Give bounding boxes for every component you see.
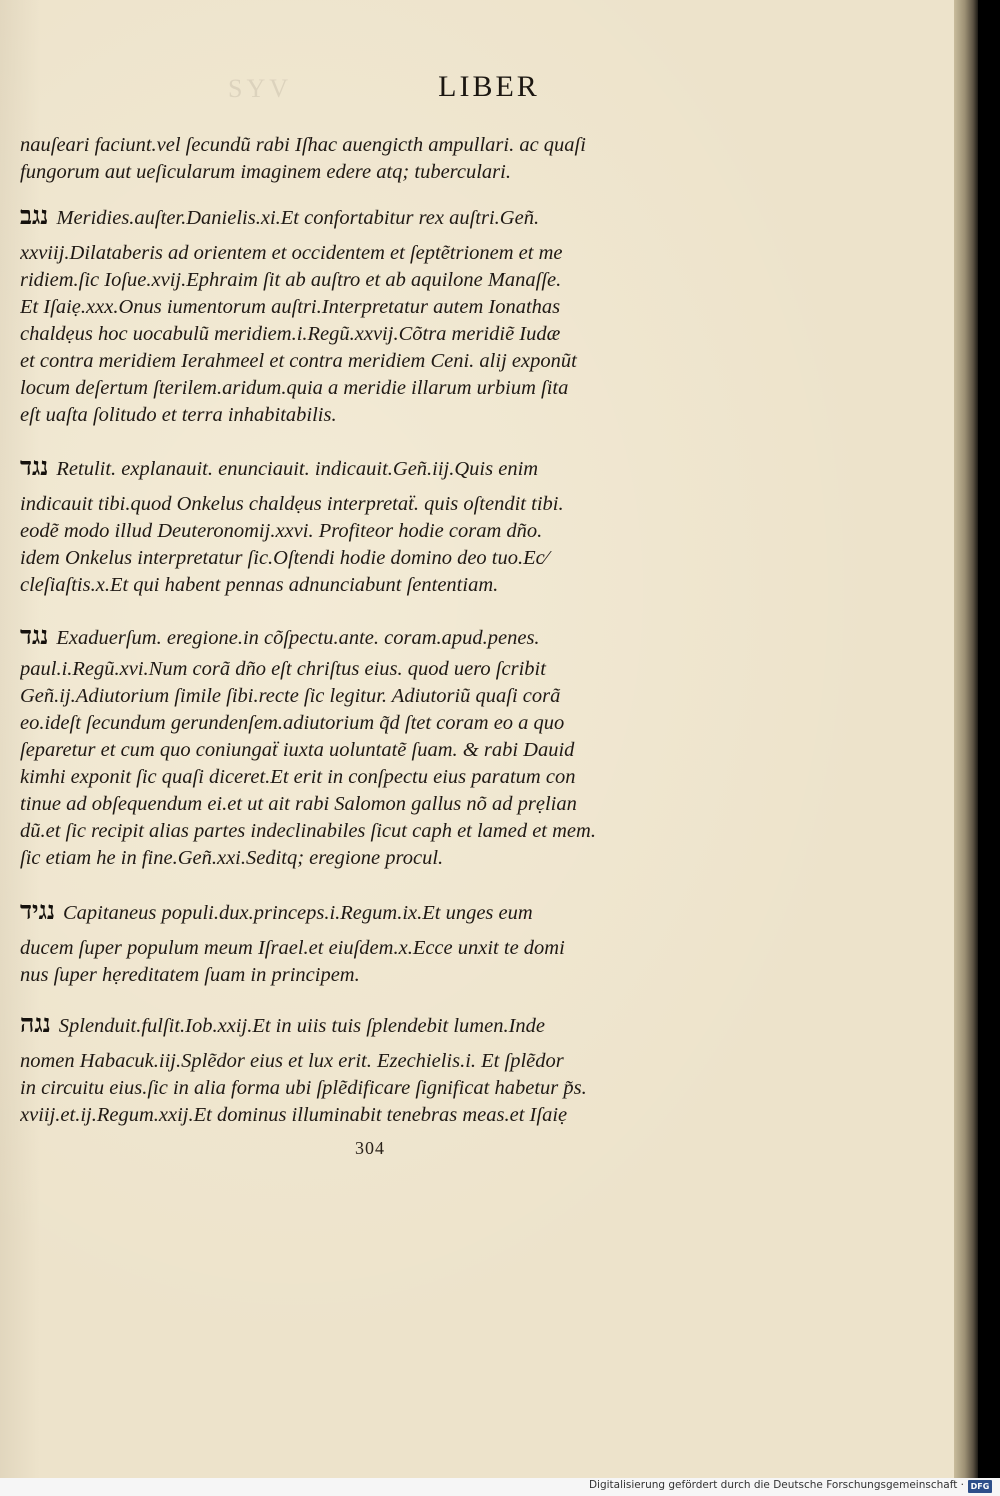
entry-headline: [20, 622, 680, 652]
entry-headline: [20, 202, 680, 232]
hebrew-headword: נגיד: [20, 897, 55, 925]
text-line: locum deſertum ſterilem.aridum.quia a meridie illarum urbium ſita: [20, 377, 569, 399]
text-line: nus ſuper hẹreditatem ſuam in principem.: [20, 964, 360, 986]
text-line: et contra meridiem Ierahmeel et contra meridiem Ceni. alij exponũt: [20, 350, 577, 372]
text-line: ſic etiam he in fine.Geñ.xxi.Seditq; eregione procul.: [20, 847, 444, 869]
text-line: dũ.et ſic recipit alias partes indeclinabiles ſicut caph et lamed et mem.: [20, 820, 596, 842]
paragraph-continuation: [20, 132, 680, 186]
entry-headline: [20, 1010, 680, 1040]
text-line: Meridies.auſter.Danielis.xi.Et confortabitur rex auſtri.Geñ.: [56, 207, 540, 229]
text-line: ducem ſuper populum meum Iſrael.et eiuſdem.x.Ecce unxit te domi: [20, 937, 565, 959]
text-line: xxviij.Dilataberis ad orientem et occidentem et ſeptẽtrionem et me: [20, 242, 563, 264]
page-number: 304: [355, 1138, 385, 1158]
text-line: indicauit tibi.quod Onkelus chaldẹus interpretaẗ. quis oſtendit tibi.: [20, 493, 564, 515]
text-line: nauſeari faciunt.vel ſecundũ rabi Iſhac auengicth ampullari. ac quaſi: [20, 134, 586, 156]
hebrew-headword: נגב: [20, 202, 49, 230]
text-line: kimhi exponit ſic quaſi diceret.Et erit in conſpectu eius paratum con: [20, 766, 576, 788]
entry-negev: [20, 202, 680, 429]
page-edge-shadow: [954, 0, 978, 1478]
text-line: chaldẹus hoc uocabulũ meridiem.i.Regũ.xxvij.Cõtra meridiẽ Iudæ: [20, 323, 561, 345]
text-line: cleſiaſtis.x.Et qui habent pennas adnunciabunt ſententiam.: [20, 574, 499, 596]
text-line: fungorum aut ueſicularum imaginem edere atq; tuberculari.: [20, 161, 511, 183]
show-through-text: SYV: [228, 74, 293, 103]
text-line: ridiem.ſic Ioſue.xvij.Ephraim ſit ab auſtro et ab aquilone Manaſſe.: [20, 269, 562, 291]
funding-credit: Digitalisierung gefördert durch die Deutsche Forschungsgemeinschaft ·: [588, 1479, 964, 1491]
text-line: eo.ideſt ſecundum gerundenſem.adiutorium q̃d ſtet coram eo a quo: [20, 712, 565, 734]
text-line: paul.i.Regũ.xvi.Num corã dño eſt chriſtus eius. quod uero ſcribit: [20, 658, 546, 680]
text-line: ſeparetur et cum quo coniungaẗ iuxta uoluntatẽ ſuam. & rabi Dauid: [20, 739, 575, 761]
text-line: in circuitu eius.ſic in alia forma ubi ſplẽdificare ſignificat habetur p̃s.: [20, 1077, 587, 1099]
entry-headline: [20, 453, 680, 483]
text-line: nomen Habacuk.iij.Splẽdor eius et lux erit. Ezechielis.i. Et ſplẽdor: [20, 1050, 564, 1072]
text-line: Retulit. explanauit. enunciauit. indicauit.Geñ.iij.Quis enim: [56, 458, 539, 480]
running-title: LIBER: [438, 70, 540, 103]
entry-headline: [20, 897, 680, 927]
hebrew-headword: נגה: [20, 1010, 51, 1038]
text-line: Splenduit.fulſit.Iob.xxij.Et in uiis tuis ſplendebit lumen.Inde: [58, 1015, 545, 1037]
dfg-logo-icon: DFG: [968, 1480, 992, 1493]
text-line: eodẽ modo illud Deuteronomij.xxvi. Profiteor hodie coram dño.: [20, 520, 543, 542]
text-line: Capitaneus populi.dux.princeps.i.Regum.ix.Et unges eum: [62, 902, 533, 924]
entry-nogah: [20, 1010, 680, 1129]
hebrew-headword: נגד: [20, 453, 49, 481]
text-line: idem Onkelus interpretatur ſic.Oſtendi hodie domino deo tuo.Ec⁄: [20, 547, 549, 569]
entry-neged: [20, 622, 680, 872]
text-line: Et Iſaiẹ.xxx.Onus iumentorum auſtri.Interpretatur autem Ionathas: [20, 296, 561, 318]
entry-nagad-retulit: [20, 453, 680, 599]
text-line: xviij.et.ij.Regum.xxij.Et dominus illuminabit tenebras meas.et Iſaiẹ: [20, 1104, 568, 1126]
text-line: tinue ad obſequendum ei.et ut ait rabi Salomon gallus nõ ad prẹlian: [20, 793, 577, 815]
entry-nagid: [20, 897, 680, 989]
text-line: Geñ.ij.Adiutorium ſimile ſibi.recte ſic legitur. Adiutoriũ quaſi corã: [20, 685, 561, 707]
text-line: eſt uaſta ſolitudo et terra inhabitabilis.: [20, 404, 337, 426]
hebrew-headword: נגד: [20, 622, 49, 650]
text-line: Exaduerſum. eregione.in cõſpectu.ante. coram.apud.penes.: [56, 627, 540, 649]
